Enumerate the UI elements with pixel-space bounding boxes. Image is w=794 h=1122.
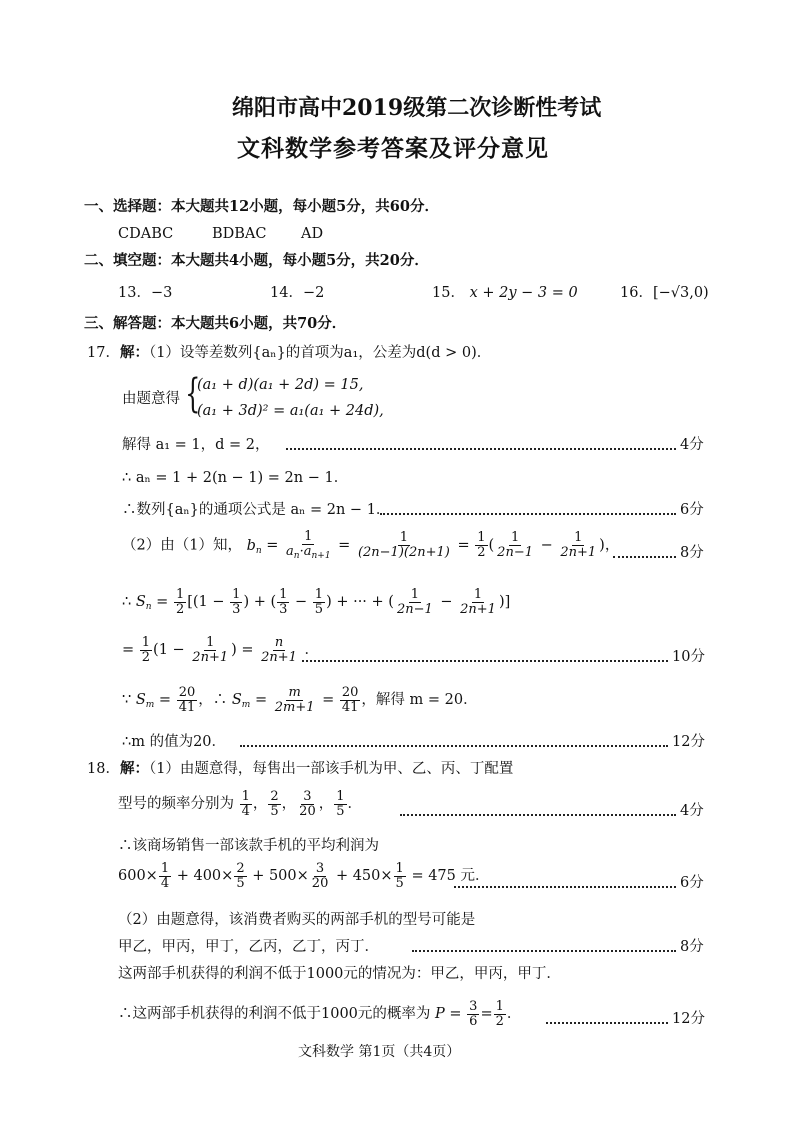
q18-score3: 8分 [680,939,704,955]
q18-cases: 甲乙，甲丙，甲丁，乙丙，乙丁，丙丁． [118,939,379,955]
fill-num: 15． [432,285,465,301]
fill-item-14 [270,286,324,301]
q17-general: ∴数列{aₙ}的通项公式是 aₙ = 2n − 1． [122,502,391,518]
q18-prob-line: ∴这两部手机获得的利润不低于1000元的概率为 P = $\frac{3}{6}$ = $\frac{1}{2}$ ． [118,999,522,1029]
leader-dots [286,448,676,450]
q17-solve-m: ，解得 m = 20． [361,692,478,709]
q18-score2: 6分 [680,875,704,891]
mc-answers-1: CDABC [118,226,174,242]
q18-avg-result: = 475 元． [411,868,490,885]
q18-favorable: 这两部手机获得的利润不低于1000元的情况为：甲乙，甲丙，甲丁． [118,966,561,982]
q17-score2: 6分 [680,502,704,518]
q18-line1 [87,762,513,777]
q18-avg-text: ∴该商场销售一部该款手机的平均利润为 [118,838,379,854]
fill-answer: −2 [302,285,325,301]
section1-heading: 一、选择题：本大题共12小题，每小题5分，共60分． [84,198,439,215]
fill-num: 14． [270,285,303,301]
page-footer: 文科数学 第1页（共4页） [298,1044,461,1060]
section2-heading: 二、填空题：本大题共4小题，每小题5分，共20分． [84,252,429,269]
q18-score4: 12分 [672,1011,705,1027]
q17-score3: 8分 [680,545,704,561]
mc-answers-3: AD [301,226,324,242]
leader-dots [302,660,668,662]
leader-dots [240,745,668,747]
mc-answers-2: BDBAC [212,226,267,242]
fill-item-16 [620,286,709,301]
q17-solve: 解得 a₁ = 1，d = 2， [122,437,270,453]
title-line1: 绵阳市高中2019级第二次诊断性考试 [232,95,602,121]
leader-dots [400,814,676,816]
title-line2: 文科数学参考答案及评分意见 [237,135,549,162]
fill-answer: [−√3,0) [652,285,709,301]
leader-dots [380,513,676,515]
q17-sn-line: ∴ $S_n$ = $\frac{1}{2}$ [(1 − $\frac{1}{3}$ ) + ( $\frac{1}{3}$ − $\frac{1}{5}$ ) + ··· + ( $\frac{1}{2n-1}$ − $\frac{1}{2n+1}$ )] [122,587,511,617]
q17-number: 17． [87,345,120,361]
q17-sm-line: ∵ $S_m$ = $\frac{20}{41}$ ，∴ $S_m$ = $\frac{m}{2m+1}$ = $\frac{20}{41}$ ，解得 m = 20． [122,685,478,715]
q18-prob-prefix: ∴这两部手机获得的利润不低于1000元的概率为 [118,1006,431,1023]
q17-bn-line: （2）由（1）知， $b_n$ = $\frac{1}{a_n\cdot a_{n+1}}$ = $\frac{1}{(2n-1)(2n+1)}$ = $\frac{1}{2}$ ( $\frac{1}{2n-1}$ − $\frac{1}{2n+1}$ )， [122,529,620,561]
q17-m-value: ∴m 的值为20． [122,734,227,750]
q17-an: ∴ aₙ = 1 + 2(n − 1) = 2n − 1． [122,470,349,486]
q17-score5: 12分 [672,734,705,750]
leader-dots [454,886,676,888]
q17-eq1: (a₁ + d)(a₁ + 2d) = 15, [197,377,364,393]
q18-number: 18． [87,761,120,777]
section3-heading: 三、解答题：本大题共6小题，共70分． [84,315,347,332]
q18-freq-line: 型号的频率分别为 $\frac{1}{4}$ ， $\frac{2}{5}$ ， $\frac{3}{20}$ ， $\frac{1}{5}$ ． [118,789,362,819]
q17-text1: （1）设等差数列{aₙ}的首项为a₁，公差为d(d > 0)． [148,345,492,361]
q18-part2: （2）由题意得，该消费者购买的两部手机的型号可能是 [118,912,476,928]
q17-sn-result: = $\frac{1}{2}$ (1 − $\frac{1}{2n+1}$ ) = $\frac{n}{2n+1}$ ． [122,635,320,665]
q17-line1 [87,346,491,361]
system-brace: { [185,371,201,417]
fill-num: 13． [118,285,151,301]
q17-jie: 解： [119,344,149,361]
q17-score4: 10分 [672,649,705,665]
fill-item-15 [432,286,578,301]
q17-given-prefix: 由题意得 [122,391,180,407]
leader-dots [546,1022,668,1024]
q17-part2-prefix: （2）由（1）知， [122,537,242,554]
q18-text1: （1）由题意得，每售出一部该手机为甲、乙、丙、丁配置 [148,761,514,777]
q17-eq2: (a₁ + 3d)² = a₁(a₁ + 24d), [197,403,384,419]
q18-jie: 解： [119,760,149,777]
leader-dots [613,556,676,558]
q18-avg-calc: 600× $\frac{1}{4}$ + 400× $\frac{2}{5}$ + 500× $\frac{3}{20}$ + 450× $\frac{1}{5}$ = 475 元． [118,861,490,891]
fill-num: 16． [620,285,653,301]
leader-dots [412,950,676,952]
fill-answer: −3 [150,285,173,301]
fill-item-13 [118,286,172,301]
fill-answer: x + 2y − 3 = 0 [469,285,578,301]
q18-score1: 4分 [680,803,704,819]
q17-score1: 4分 [680,437,704,453]
q18-freq-prefix: 型号的频率分别为 [118,796,234,813]
